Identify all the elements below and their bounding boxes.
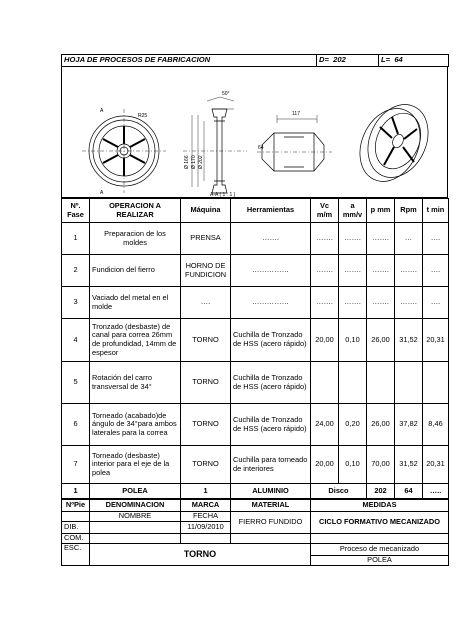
com-label: COM.: [62, 534, 90, 544]
part-material: ALUMINIO: [231, 484, 311, 499]
ciclo-label: CICLO FORMATIVO MECANIZADO: [311, 512, 449, 534]
npie-label: NºPie: [62, 500, 90, 512]
part-length: 64: [395, 484, 423, 499]
side-view: [257, 115, 332, 171]
material-label: MATERIAL: [231, 500, 311, 512]
dib-date: 11/09/2010: [181, 522, 231, 534]
operations-table: [61, 198, 449, 499]
p-cell: …….: [367, 223, 395, 255]
table-row: [62, 223, 449, 255]
herramientas-cell: …….: [231, 223, 311, 255]
p-cell: …….: [367, 287, 395, 319]
empty-cell: [231, 534, 311, 544]
maquina-cell: TORNO: [181, 446, 231, 484]
empty-cell: [62, 512, 90, 522]
table-row: [62, 446, 449, 484]
operacion-cell: Torneado (acabado)de ángulo de 34°para ambos laterales para la correa: [90, 404, 181, 446]
col-rpm: Rpm: [395, 199, 423, 223]
diameter-value: 202: [333, 55, 346, 65]
col-p: p mm: [367, 199, 395, 223]
diameter-label: D=: [319, 55, 329, 65]
vc-cell: 20,00: [311, 446, 339, 484]
table-row: [62, 404, 449, 446]
section-label-a: A: [100, 108, 104, 114]
width-dimension: 117: [292, 111, 300, 117]
header-table: [61, 54, 449, 67]
fase-cell: 1: [62, 223, 90, 255]
diameter-dim-2: Ø 170: [191, 155, 197, 169]
operacion-cell: Fundicion del fierro: [90, 255, 181, 287]
rpm-cell: 31,52: [395, 446, 423, 484]
proceso-label: Proceso de mecanizado: [311, 544, 449, 556]
title-block-header: [62, 500, 449, 512]
maquina-cell: TORNO: [181, 404, 231, 446]
rpm-cell: …: [395, 223, 423, 255]
angle-dimension: 50°: [222, 91, 230, 97]
col-t: t min: [423, 199, 449, 223]
maquina-cell: TORNO: [181, 319, 231, 362]
empty-cell: [181, 534, 231, 544]
part-number: 1: [62, 484, 90, 499]
torno-label: TORNO: [90, 544, 311, 566]
operacion-cell: Tronzado (desbaste) de canal para correa 26mm de profundidad, 14mm de espesor: [90, 319, 181, 362]
herramientas-cell: Cuchilla para torneado de interiores: [231, 446, 311, 484]
empty-cell: [90, 534, 181, 544]
rpm-cell: 31,52: [395, 319, 423, 362]
operacion-cell: Rotación del carro transversal de 34°: [90, 362, 181, 404]
dib-label: DIB.: [62, 522, 90, 534]
t-cell: 8,46: [423, 404, 449, 446]
a-cell: 0,10: [339, 319, 367, 362]
title-block-esc: [62, 544, 449, 556]
a-cell: …….: [339, 223, 367, 255]
length-field: [379, 55, 449, 67]
a-cell: …….: [339, 255, 367, 287]
a-cell: …….: [339, 287, 367, 319]
rpm-cell: …….: [395, 255, 423, 287]
herramientas-cell: ……………: [231, 287, 311, 319]
table-row: [62, 287, 449, 319]
herramientas-cell: ……………: [231, 255, 311, 287]
t-cell: ….: [423, 255, 449, 287]
operacion-cell: Torneado (desbaste) interior para el eje de la polea: [90, 446, 181, 484]
length-value: 64: [394, 55, 403, 65]
a-cell: 0,10: [339, 446, 367, 484]
fecha-label: FECHA: [181, 512, 231, 522]
col-fase: Nº. Fase: [62, 199, 90, 223]
p-cell: [367, 362, 395, 404]
vc-cell: [311, 362, 339, 404]
fase-cell: 2: [62, 255, 90, 287]
col-a: a mm/v: [339, 199, 367, 223]
sheet-title: HOJA DE PROCESOS DE FABRICACION: [62, 55, 317, 67]
t-cell: 20,31: [423, 446, 449, 484]
part-quantity: 1: [181, 484, 231, 499]
operations-header: [62, 199, 449, 223]
vc-cell: …….: [311, 223, 339, 255]
fase-cell: 3: [62, 287, 90, 319]
part-name: POLEA: [90, 484, 181, 499]
col-vc: Vc m/m: [311, 199, 339, 223]
col-herramientas: Herramientas: [231, 199, 311, 223]
technical-drawing: [61, 67, 448, 198]
title-block-names: [62, 512, 449, 522]
part-diameter: 202: [367, 484, 395, 499]
radius-dimension: R25: [138, 113, 148, 119]
a-cell: [339, 362, 367, 404]
esc-label: ESC.: [62, 544, 90, 566]
diameter-field: [317, 55, 379, 67]
p-cell: 26,00: [367, 319, 395, 362]
t-cell: ….: [423, 223, 449, 255]
operacion-cell: Vaciado del metal en el molde: [90, 287, 181, 319]
maquina-cell: PRENSA: [181, 223, 231, 255]
t-cell: ….: [423, 287, 449, 319]
section-view: [183, 97, 247, 193]
title-block: [61, 499, 449, 566]
polea-label: POLEA: [311, 556, 449, 566]
table-row: [62, 362, 449, 404]
vc-cell: …….: [311, 287, 339, 319]
rpm-cell: [395, 362, 423, 404]
empty-cell: [90, 522, 181, 534]
operacion-cell: Preparacion de los moldes: [90, 223, 181, 255]
section-caption: A-A ( 1 : 1 ): [210, 192, 236, 198]
t-cell: [423, 362, 449, 404]
section-label-a-bottom: A: [100, 190, 104, 196]
part-extra: …..: [423, 484, 449, 499]
material-value: FIERRO FUNDIDO: [231, 512, 311, 534]
fase-cell: 6: [62, 404, 90, 446]
diameter-dim-1: Ø 166: [184, 155, 190, 169]
p-cell: 26,00: [367, 404, 395, 446]
nombre-label: NOMBRE: [90, 512, 181, 522]
part-row: [62, 484, 449, 499]
t-cell: 20,31: [423, 319, 449, 362]
maquina-cell: ….: [181, 287, 231, 319]
table-row: [62, 319, 449, 362]
herramientas-cell: Cuchilla de Tronzado de HSS (acero rápido): [231, 362, 311, 404]
marca-label: MARCA: [181, 500, 231, 512]
vc-cell: 20,00: [311, 319, 339, 362]
title-block-com: [62, 534, 449, 544]
fase-cell: 5: [62, 362, 90, 404]
empty-cell: [311, 534, 449, 544]
denominacion-label: DENOMINACION: [90, 500, 181, 512]
small-dimension: 64: [258, 145, 264, 151]
p-cell: …….: [367, 255, 395, 287]
maquina-cell: HORNO DE FUNDICION: [181, 255, 231, 287]
vc-cell: …….: [311, 255, 339, 287]
pulley-drawing: [62, 67, 448, 198]
diameter-dim-3: Ø 202: [198, 155, 204, 169]
table-row: [62, 255, 449, 287]
rpm-cell: …….: [395, 287, 423, 319]
isometric-view: [349, 95, 440, 192]
herramientas-cell: Cuchilla de Tronzado de HSS (acero rápido): [231, 404, 311, 446]
medidas-label: MEDIDAS: [311, 500, 449, 512]
front-view: [82, 109, 166, 193]
part-disco: Disco: [311, 484, 367, 499]
herramientas-cell: Cuchilla de Tronzado de HSS (acero rápido): [231, 319, 311, 362]
col-operacion: OPERACION A REALIZAR: [90, 199, 181, 223]
p-cell: 70,00: [367, 446, 395, 484]
fase-cell: 4: [62, 319, 90, 362]
fase-cell: 7: [62, 446, 90, 484]
a-cell: 0,20: [339, 404, 367, 446]
col-maquina: Máquina: [181, 199, 231, 223]
rpm-cell: 37,82: [395, 404, 423, 446]
maquina-cell: TORNO: [181, 362, 231, 404]
process-sheet: [61, 54, 448, 566]
vc-cell: 24,00: [311, 404, 339, 446]
length-label: L=: [381, 55, 391, 65]
